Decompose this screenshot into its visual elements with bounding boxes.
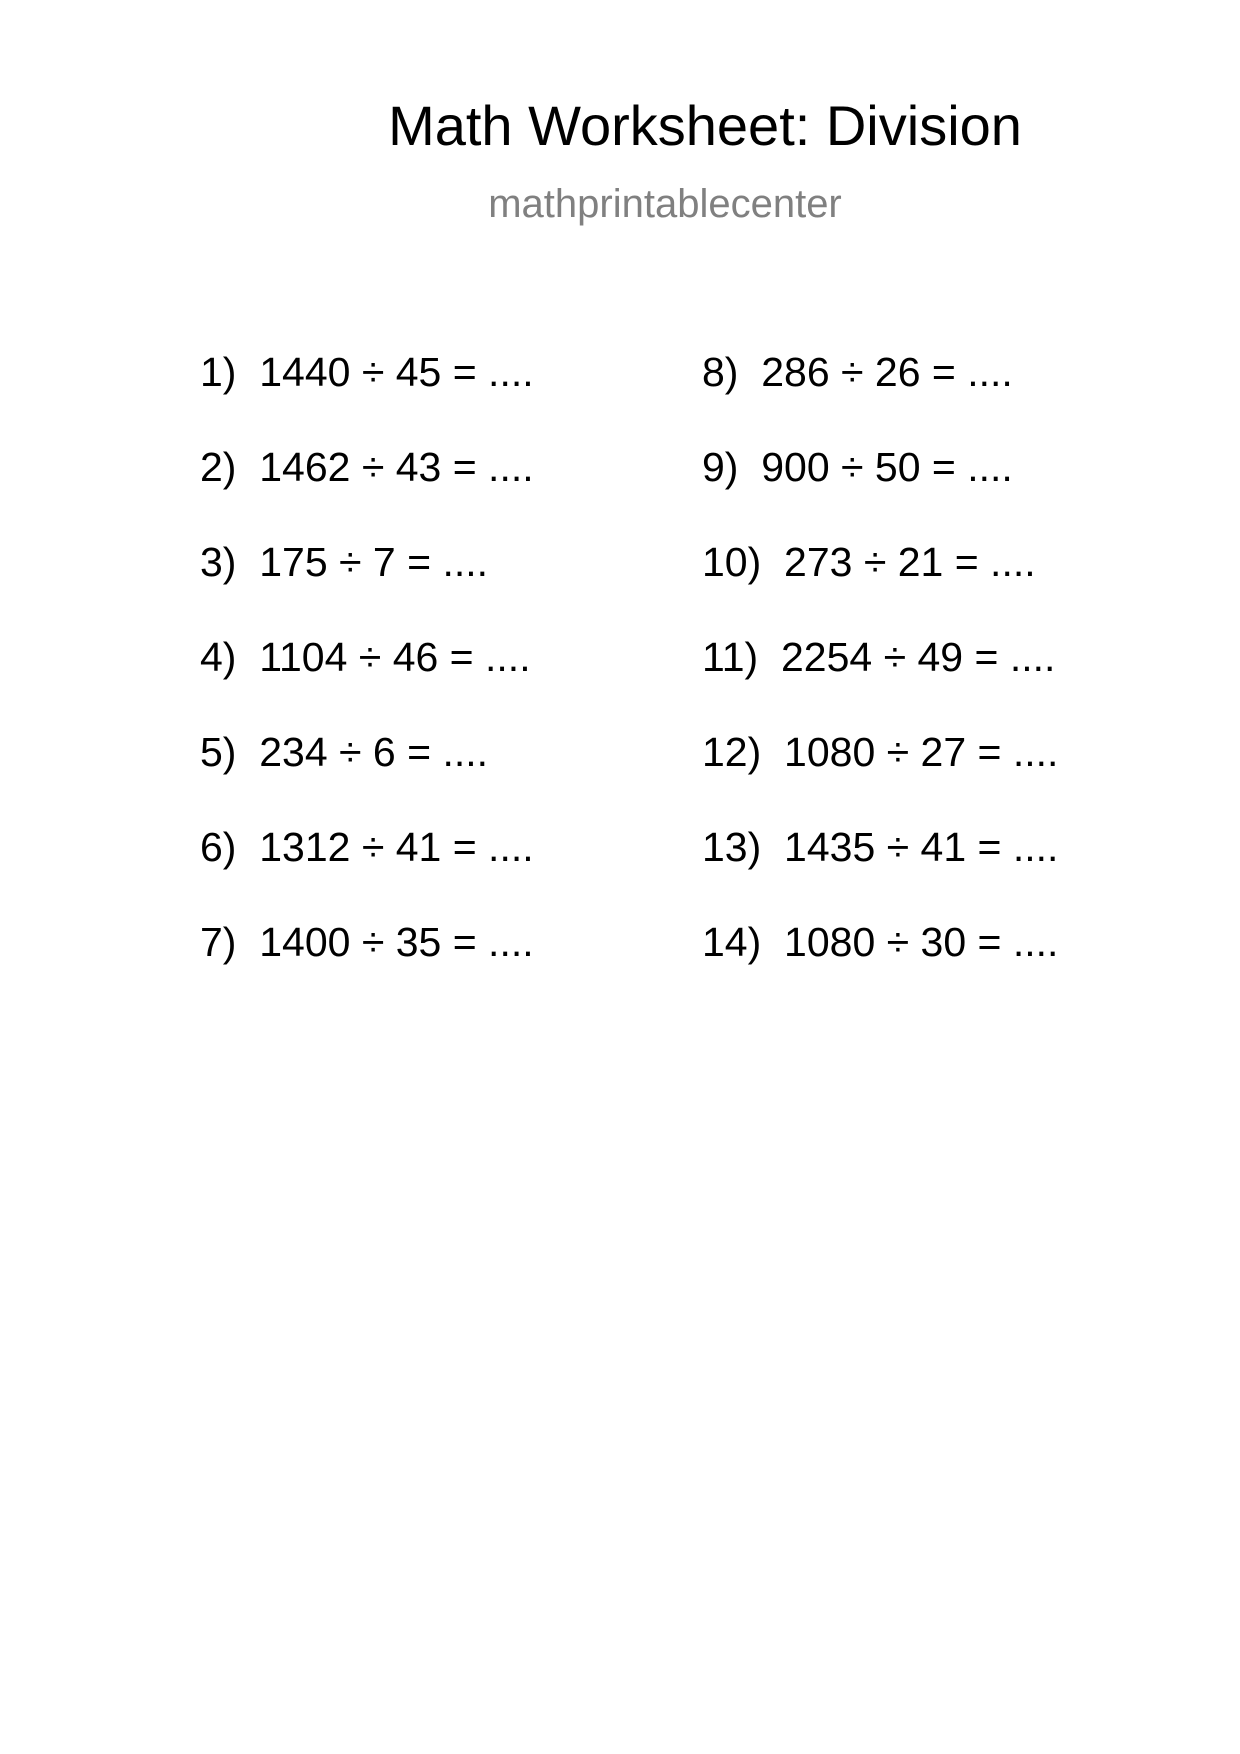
problem-3: 3) 175 ÷ 7 = .... — [200, 539, 489, 585]
problem-column-left — [200, 348, 534, 1013]
problem-14: 14) 1080 ÷ 30 = .... — [702, 919, 1059, 965]
problem-7: 7) 1400 ÷ 35 = .... — [200, 919, 534, 965]
problem-9: 9) 900 ÷ 50 = .... — [702, 444, 1013, 490]
problem-11: 11) 2254 ÷ 49 = .... — [702, 634, 1056, 680]
page-title: Math Worksheet: Division — [388, 94, 1022, 157]
problem-13: 13) 1435 ÷ 41 = .... — [702, 824, 1059, 870]
problem-12: 12) 1080 ÷ 27 = .... — [702, 729, 1059, 775]
problem-4: 4) 1104 ÷ 46 = .... — [200, 634, 531, 680]
problem-10: 10) 273 ÷ 21 = .... — [702, 539, 1036, 585]
problem-column-right — [702, 348, 1058, 1013]
problem-5: 5) 234 ÷ 6 = .... — [200, 729, 489, 775]
problem-8: 8) 286 ÷ 26 = .... — [702, 349, 1013, 395]
problem-6: 6) 1312 ÷ 41 = .... — [200, 824, 534, 870]
problem-2: 2) 1462 ÷ 43 = .... — [200, 444, 534, 490]
page-subtitle: mathprintablecenter — [488, 182, 842, 226]
problem-1: 1) 1440 ÷ 45 = .... — [200, 349, 534, 395]
